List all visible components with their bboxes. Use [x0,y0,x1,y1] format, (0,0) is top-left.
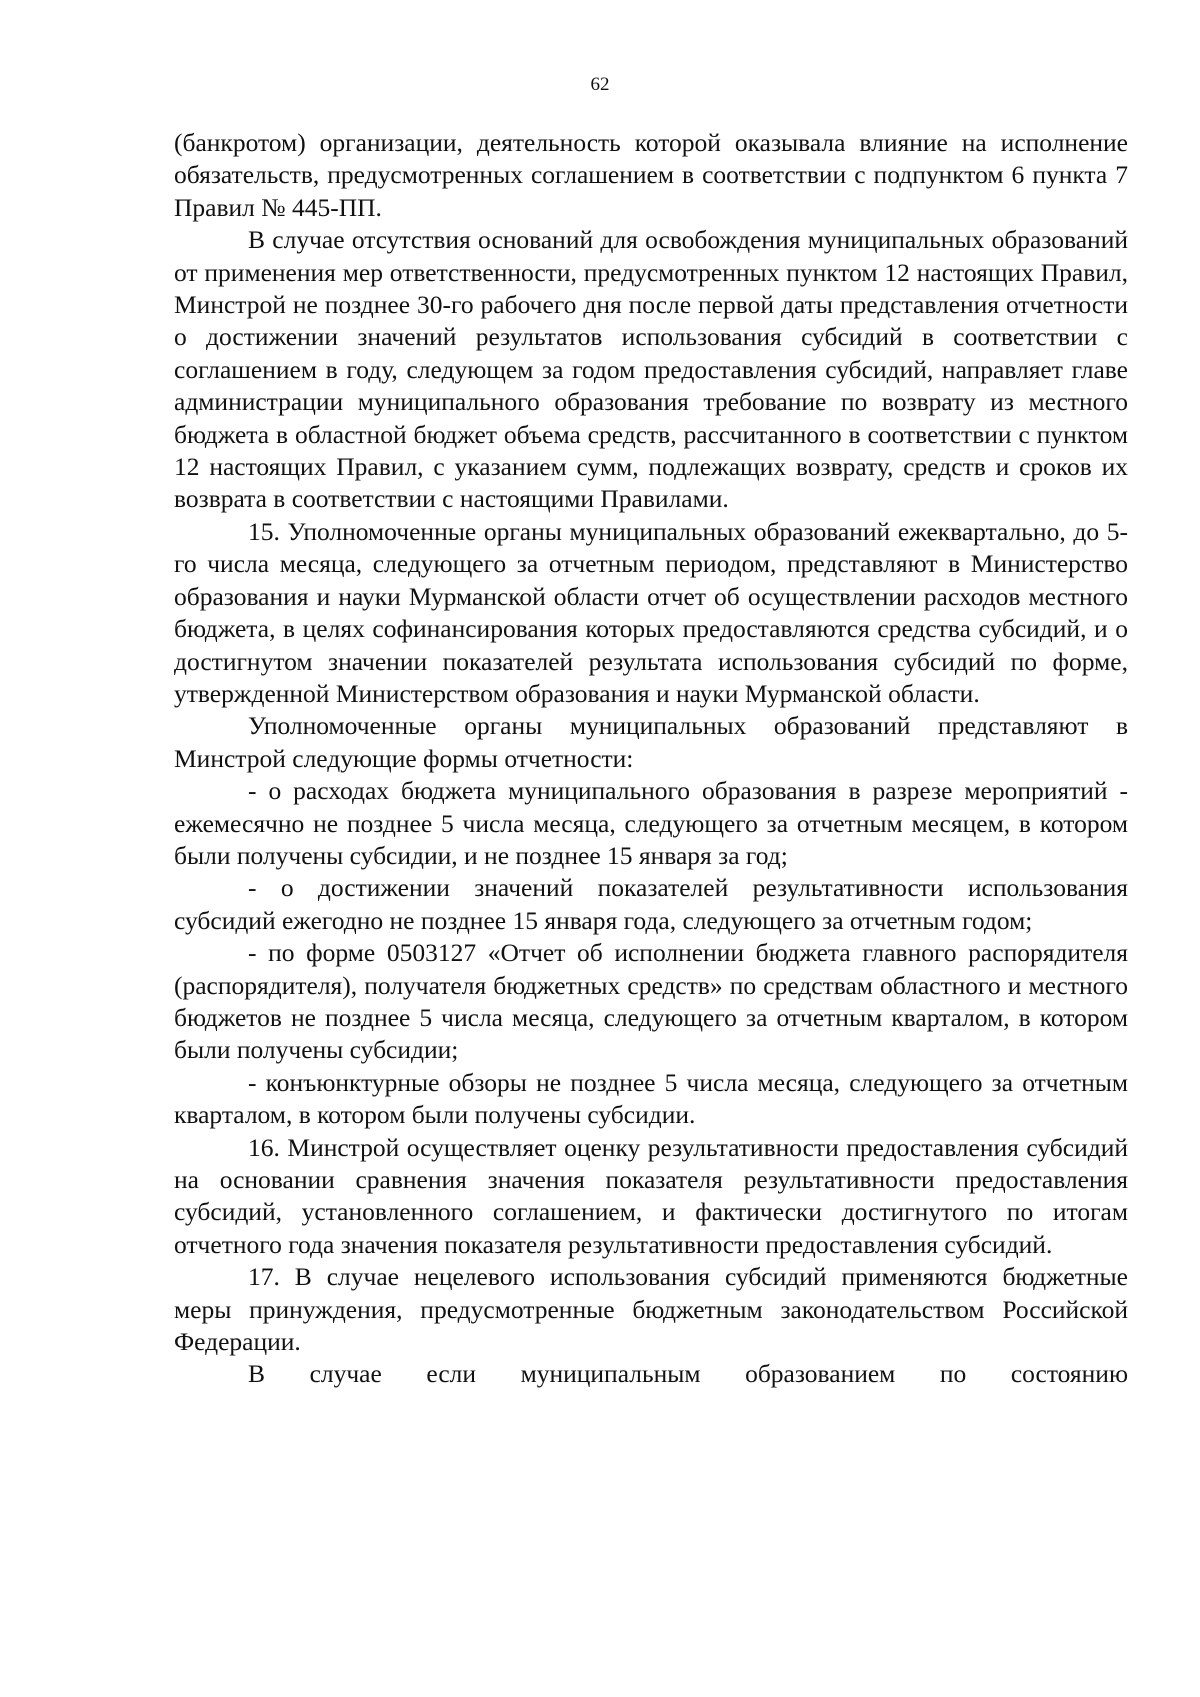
paragraph-item-17: 17. В случае нецелевого использования субсидий применяются бюджетные меры принуждения, предусмотренные бюджетным законодательством Российской Федерации. [174,1262,1128,1357]
page-number: 62 [590,74,610,95]
paragraph-refund-requirement: В случае отсутствия оснований для освобождения муниципальных образований от применения мер ответственности, предусмотренных пунктом 12 настоящих Правил, Минстрой не позднее 30-го рабочего дня после первой даты представления отчетности о достижении значений результатов использования субсидий в соответствии с соглашением в году, следующем за годом предоставления субсидий, направляет главе администрации муниципального образования требование по возврату из местного бюджета в областной бюджет объема средств, рассчитанного в соответствии с пунктом 12 настоящих Правил, с указанием сумм, подлежащих возврату, средств и сроков их возврата в соответствии с настоящими Правилами. [174,225,1128,514]
paragraph-continued-next-page: В случае если муниципальным образованием по состоянию [248,1359,1128,1389]
list-item-expenses-report: - о расходах бюджета муниципального образования в разрезе мероприятий - ежемесячно не позднее 5 числа месяца, следующего за отчетным месяцем, в котором были получены субсидии, и не позднее 15 января за год; [174,776,1128,870]
paragraph-continuation: (банкротом) организации, деятельность которой оказывала влияние на исполнение обязательств, предусмотренных соглашением в соответствии с подпунктом 6 пункта 7 Правил № 445-ПП. [174,128,1128,222]
list-item-performance-report: - о достижении значений показателей результативности использования субсидий ежегодно не позднее 15 января года, следующего за отчетным годом; [174,873,1128,935]
paragraph-item-16: 16. Минстрой осуществляет оценку результативности предоставления субсидий на основании сравнения значения показателя результативности предоставления субсидий, установленного соглашением, и фактически достигнутого по итогам отчетного года значения показателя результативности предоставления субсидий. [174,1132,1128,1259]
list-item-market-reviews: - конъюнктурные обзоры не позднее 5 числа месяца, следующего за отчетным кварталом, в котором были получены субсидии. [174,1067,1128,1130]
list-item-form-0503127: - по форме 0503127 «Отчет об исполнении бюджета главного распорядителя (распорядителя), получателя бюджетных средств» по средствам областного и местного бюджетов не позднее 5 числа месяца, следующего за отчетным кварталом, в котором были получены субсидии; [174,938,1128,1065]
paragraph-item-15: 15. Уполномоченные органы муниципальных образований ежеквартально, до 5-го числа месяца, следующего за отчетным периодом, представляют в Министерство образования и науки Мурманской области отчет об осуществлении расходов местного бюджета, в целях софинансирования которых предоставляются средства субсидий, и о достигнутом значении показателей результата использования субсидий по форме, утвержденной Министерством образования и науки Мурманской области. [174,516,1128,708]
document-body [174,127,1128,1391]
paragraph-reporting-forms: Уполномоченные органы муниципальных образований представляют в Минстрой следующие формы отчетности: [174,711,1128,773]
